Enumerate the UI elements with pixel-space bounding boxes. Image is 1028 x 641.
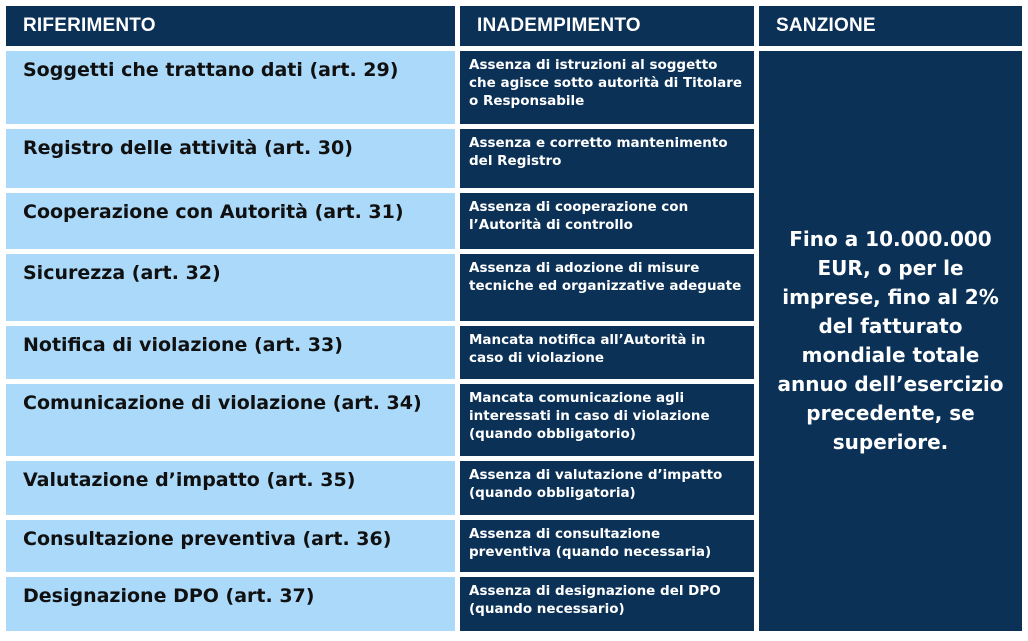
table-row-riferimento-art30: Registro delle attività (art. 30) — [6, 129, 455, 188]
table-row-inadempimento-art32: Assenza di adozione di misure tecniche ed organizzative adeguate — [460, 254, 754, 321]
table-row-inadempimento-art35: Assenza di valutazione d’impatto (quando obbligatoria) — [460, 461, 754, 515]
table-row-inadempimento-art30: Assenza e corretto mantenimento del Registro — [460, 129, 754, 188]
table-row-riferimento-art34: Comunicazione di violazione (art. 34) — [6, 384, 455, 456]
table-row-inadempimento-art33: Mancata notifica all’Autorità in caso di violazione — [460, 326, 754, 379]
table-row-riferimento-art33: Notifica di violazione (art. 33) — [6, 326, 455, 379]
table-row-riferimento-art35: Valutazione d’impatto (art. 35) — [6, 461, 455, 515]
column-header-sanzione: SANZIONE — [759, 6, 1022, 46]
column-header-riferimento: RIFERIMENTO — [6, 6, 455, 46]
table-row-inadempimento-art29: Assenza di istruzioni al soggetto che agisce sotto autorità di Titolare o Responsabile — [460, 51, 754, 124]
sanction-merged-cell: Fino a 10.000.000 EUR, o per le imprese, fino al 2% del fatturato mondiale totale annuo dell’esercizio precedente, se superiore. — [759, 51, 1022, 631]
table-row-inadempimento-art31: Assenza di cooperazione con l’Autorità di controllo — [460, 193, 754, 249]
table-row-inadempimento-art34: Mancata comunicazione agli interessati in caso di violazione (quando obbligatorio) — [460, 384, 754, 456]
table-row-inadempimento-art36: Assenza di consultazione preventiva (quando necessaria) — [460, 520, 754, 572]
table-row-riferimento-art37: Designazione DPO (art. 37) — [6, 577, 455, 631]
table-row-riferimento-art29: Soggetti che trattano dati (art. 29) — [6, 51, 455, 124]
table-row-riferimento-art36: Consultazione preventiva (art. 36) — [6, 520, 455, 572]
table-row-riferimento-art32: Sicurezza (art. 32) — [6, 254, 455, 321]
gdpr-sanctions-table — [6, 6, 1022, 631]
column-header-inadempimento: INADEMPIMENTO — [460, 6, 754, 46]
table-row-inadempimento-art37: Assenza di designazione del DPO (quando necessario) — [460, 577, 754, 631]
table-row-riferimento-art31: Cooperazione con Autorità (art. 31) — [6, 193, 455, 249]
